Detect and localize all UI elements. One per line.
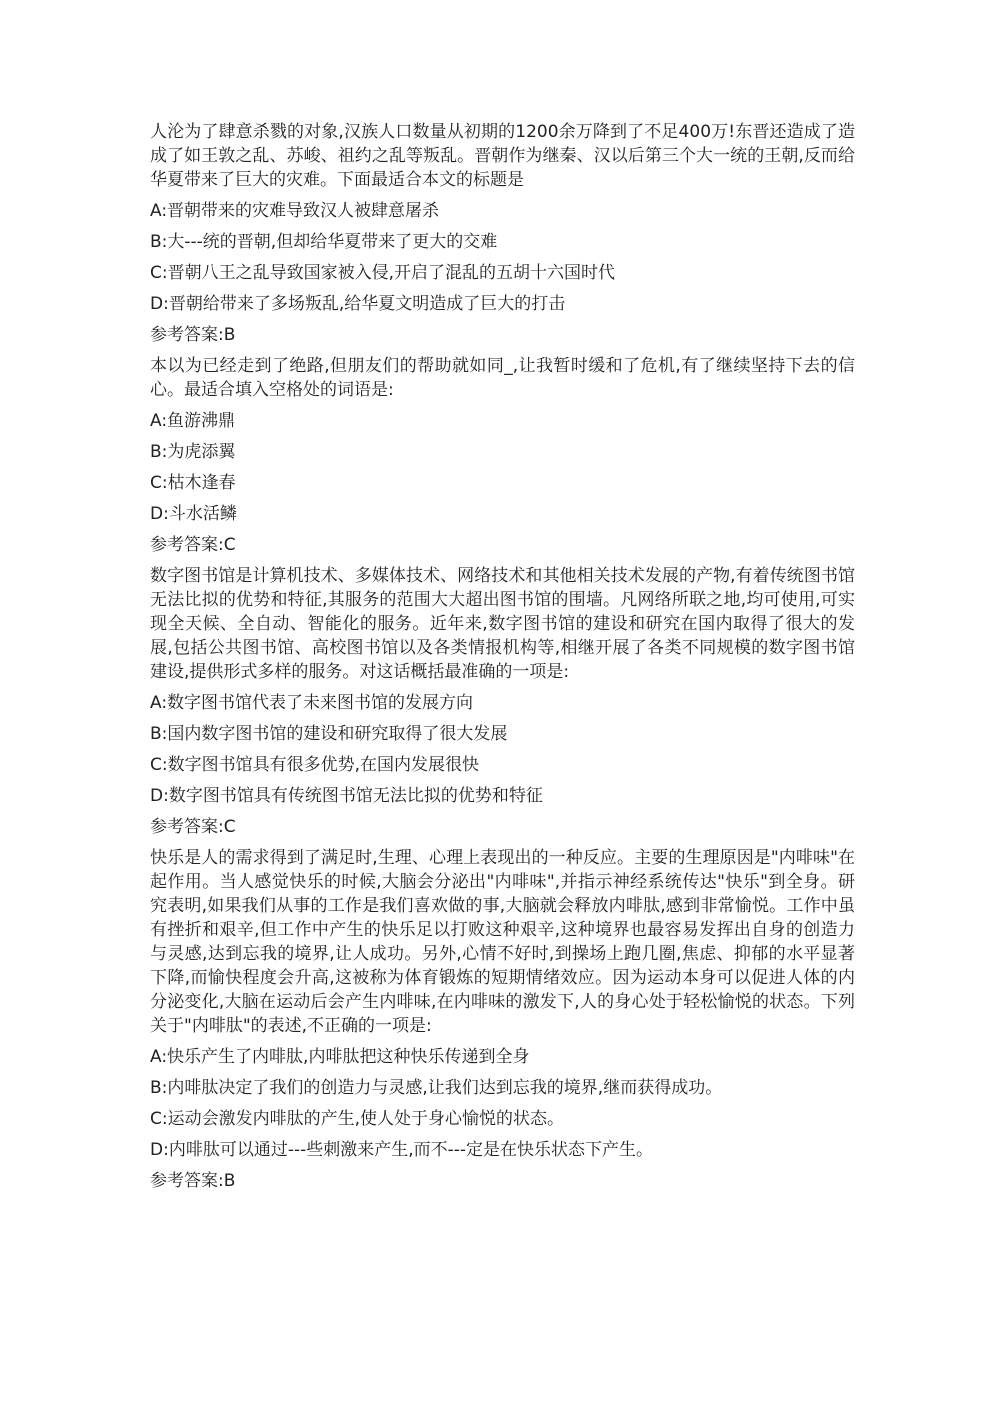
question-stem: 人沦为了肆意杀戮的对象,汉族人口数量从初期的1200余万降到了不足400万!东晋还造成了造成了如王敦之乱、苏峻、祖约之乱等叛乱。晋朝作为继秦、汉以后第三个大一统的王朝,反而给华夏带来了巨大的灾难。下面最适合本文的标题是: [150, 122, 855, 190]
question-stem: 数字图书馆是计算机技术、多媒体技术、网络技术和其他相关技术发展的产物,有着传统图书馆无法比拟的优势和特征,其服务的范围大大超出图书馆的围墙。凡网络所联之地,均可使用,可实现全天候、全自动、智能化的服务。近年来,数字图书馆的建设和研究在国内取得了很大的发展,包括公共图书馆、高校图书馆以及各类情报机构等,相继开展了各类不同规模的数字图书馆建设,提供形式多样的服务。对这话概括最准确的一项是:: [150, 566, 855, 682]
question-block: [150, 846, 855, 1193]
question-stem: 本以为已经走到了绝路,但朋友们的帮助就如同_,让我暂时缓和了危机,有了继续坚持下去的信心。最适合填入空格处的词语是:: [150, 356, 855, 400]
option-list: [150, 691, 855, 808]
option-list: [150, 199, 855, 316]
option-b: B:大---统的晋朝,但却给华夏带来了更大的交难: [150, 232, 498, 252]
option-c: C:晋朝八王之乱导致国家被入侵,开启了混乱的五胡十六国时代: [150, 263, 616, 283]
question-block: [150, 564, 855, 839]
option-d: D:内啡肽可以通过---些刺激来产生,而不---定是在快乐状态下产生。: [150, 1140, 654, 1160]
document-page: [150, 120, 855, 1200]
option-d: D:晋朝给带来了多场叛乱,给华夏文明造成了巨大的打击: [150, 294, 566, 314]
option-a: A:晋朝带来的灾难导致汉人被肆意屠杀: [150, 201, 440, 221]
option-d: D:斗水活鳞: [150, 504, 237, 524]
option-c: C:运动会激发内啡肽的产生,使人处于身心愉悦的状态。: [150, 1109, 565, 1129]
reference-answer: 参考答案:C: [150, 817, 236, 837]
option-d: D:数字图书馆具有传统图书馆无法比拟的优势和特征: [150, 786, 543, 806]
reference-answer: 参考答案:C: [150, 535, 236, 555]
option-b: B:内啡肽决定了我们的创造力与灵感,让我们达到忘我的境界,继而获得成功。: [150, 1078, 723, 1098]
option-b: B:为虎添翼: [150, 442, 236, 462]
question-block: [150, 354, 855, 557]
option-a: A:鱼游沸鼎: [150, 411, 236, 431]
reference-answer: 参考答案:B: [150, 325, 236, 345]
question-stem: 快乐是人的需求得到了满足时,生理、心理上表现出的一种反应。主要的生理原因是"内啡味"在起作用。当人感觉快乐的时候,大脑会分泌出"内啡味",并指示神经系统传达"快乐"到全身。研究表明,如果我们从事的工作是我们喜欢做的事,大脑就会释放内啡肽,感到非常愉悦。工作中虽有挫折和艰辛,但工作中产生的快乐足以打败这种艰辛,这种境界也最容易发挥出自身的创造力与灵感,达到忘我的境界,让人成功。另外,心情不好时,到操场上跑几圈,焦虑、抑郁的水平显著下降,而愉快程度会升高,这被称为体育锻炼的短期情绪效应。因为运动本身可以促进人体的内分泌变化,大脑在运动后会产生内啡味,在内啡味的激发下,人的身心处于轻松愉悦的状态。下列关于"内啡肽"的表述,不正确的一项是:: [150, 848, 855, 1036]
option-b: B:国内数字图书馆的建设和研究取得了很大发展: [150, 724, 508, 744]
option-list: [150, 1045, 855, 1162]
option-a: A:快乐产生了内啡肽,内啡肽把这种快乐传递到全身: [150, 1047, 530, 1067]
reference-answer: 参考答案:B: [150, 1171, 236, 1191]
option-a: A:数字图书馆代表了未来图书馆的发展方向: [150, 693, 474, 713]
option-list: [150, 409, 855, 526]
option-c: C:枯木逢春: [150, 473, 236, 493]
question-block: [150, 120, 855, 347]
option-c: C:数字图书馆具有很多优势,在国内发展很快: [150, 755, 480, 775]
